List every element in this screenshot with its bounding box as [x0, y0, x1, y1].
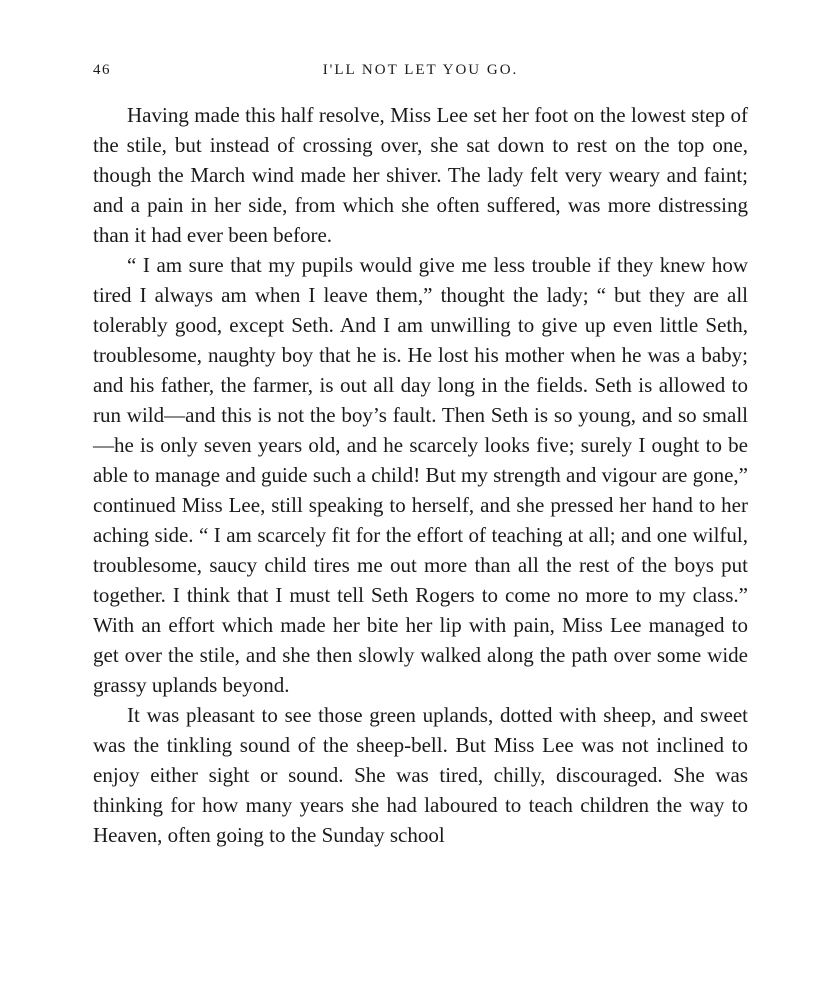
paragraph-3: It was pleasant to see those green uplands, dotted with sheep, and sweet was the tinkling sound of the sheep-bell. But Miss Lee was not inclined to enjoy either sight or sound. She was tired, chilly, discouraged. She was thinking for how many years she had laboured to teach children the way to Heaven, often going to the Sunday school [93, 703, 748, 847]
page-number: 46 [93, 62, 111, 78]
paragraph-1: Having made this half resolve, Miss Lee set her foot on the lowest step of the stile, but instead of crossing over, she sat down to rest on the top one, though the March wind made her shiver. The lady felt very weary and faint; and a pain in her side, from which she often suffered, was more distressing than it had ever been before. [93, 103, 748, 247]
paragraph-2: “ I am sure that my pupils would give me less trouble if they knew how tired I always am when I leave them,” thought the lady; “ but they are all tolerably good, except Seth. And I am unwilling to give up even little Seth, troublesome, naughty boy that he is. He lost his mother when he was a baby; and his father, the farmer, is out all day long in the fields. Seth is allowed to run wild—and this is not the boy’s fault. Then Seth is so young, and so small—he is only seven years old, and he scarcely looks five; surely I ought to be able to manage and guide such a child! But my strength and vigour are gone,” continued Miss Lee, still speaking to herself, and she pressed her hand to her aching side. “ I am scarcely fit for the effort of teaching at all; and one wilful, troublesome, saucy child tires me out more than all the rest of the boys put together. I think that I must tell Seth Rogers to come no more to my class.” With an effort which made her bite her lip with pain, Miss Lee managed to get over the stile, and she then slowly walked along the path over some wide grassy uplands beyond. [93, 253, 748, 697]
running-header [93, 62, 748, 84]
body-text [93, 100, 748, 850]
running-title: I'LL NOT LET YOU GO. [322, 62, 519, 78]
